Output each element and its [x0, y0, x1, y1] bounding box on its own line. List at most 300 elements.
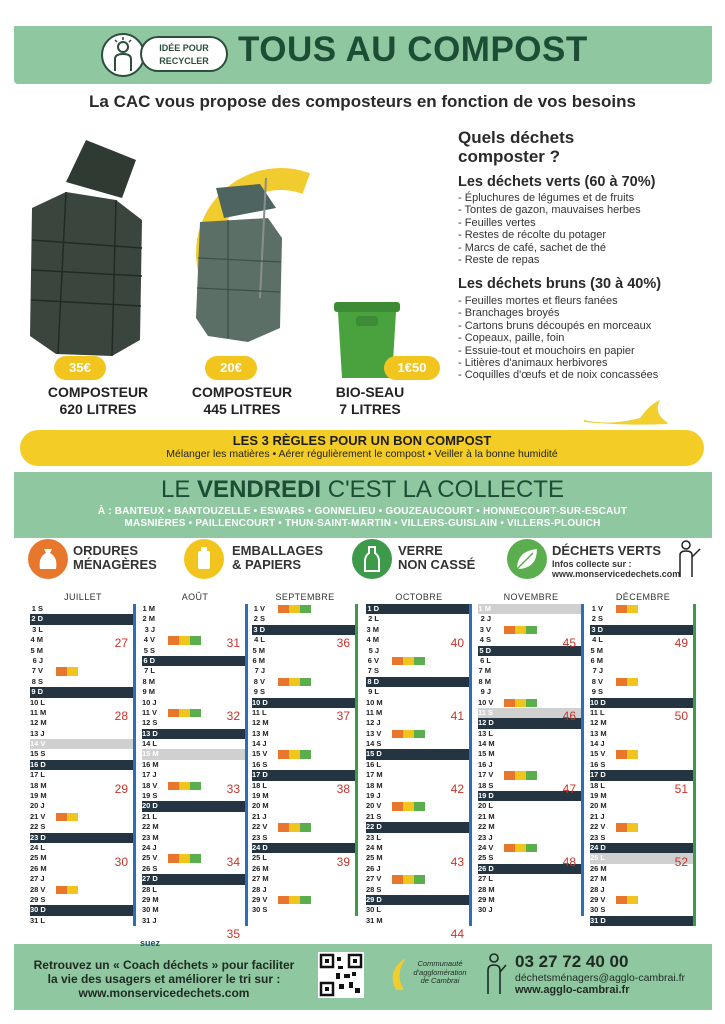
collection-badges — [616, 678, 638, 686]
product-name: BIO-SEAU — [335, 384, 405, 400]
calendar-day: 26 M — [30, 863, 47, 873]
list-item: - Essuie-tout et mouchoirs en papier — [458, 345, 658, 357]
coach-description: Retrouvez un « Coach déchets » pour faciliter la vie des usagers et améliorer le tri sur : — [33, 958, 295, 986]
week-number: 47 — [562, 781, 576, 796]
emballages-badge — [515, 699, 526, 707]
calendar-day: 5 S — [143, 645, 155, 655]
calendar-day: 26 J — [366, 863, 381, 873]
week-number: 35 — [226, 927, 240, 942]
calendar-day: 7 M — [478, 666, 491, 676]
calendar-day: 4 S — [479, 635, 491, 645]
ordures-badge — [392, 802, 403, 810]
list-item: - Marcs de café, sachet de thé — [458, 242, 641, 254]
calendar-day: 1 D — [366, 604, 472, 614]
emballages-badge — [403, 875, 414, 883]
calendar-day: 23 M — [142, 832, 159, 842]
calendar-day: 5 J — [368, 645, 379, 655]
calendar-day: 17 D — [590, 770, 696, 780]
week-number: 36 — [336, 636, 350, 651]
collection-badges — [56, 667, 78, 675]
emballages-badge — [67, 886, 78, 894]
category-label: & PAPIERS — [232, 557, 302, 572]
month-column — [30, 590, 136, 926]
week-number: 39 — [336, 854, 350, 869]
calendar-day: 22 M — [478, 822, 495, 832]
leaf-icon — [507, 539, 547, 579]
collection-badges — [278, 823, 311, 831]
emballages-badge — [289, 678, 300, 686]
week-number: 42 — [450, 781, 464, 796]
dechets-verts-badge — [526, 844, 537, 852]
calendar-day: 3 J — [144, 624, 155, 634]
trash-bag-icon — [28, 539, 68, 579]
calendar-day: 19 M — [252, 791, 269, 801]
emballages-badge — [515, 626, 526, 634]
composter-445-image — [188, 178, 288, 356]
calendar-day: 8 S — [31, 676, 43, 686]
coach-link[interactable]: www.monservicedechets.com — [78, 986, 250, 1000]
calendar-day: 14 J — [590, 739, 605, 749]
week-number: 44 — [450, 927, 464, 942]
calendar-day: 17 J — [142, 770, 157, 780]
calendar-day: 7 S — [367, 666, 379, 676]
calendar-day: 24 D — [252, 843, 358, 853]
ordures-badge — [56, 813, 67, 821]
list-item: - Restes de récolte du potager — [458, 229, 641, 241]
calendar-day: 31 J — [142, 915, 157, 925]
week-number: 41 — [450, 709, 464, 723]
calendar-day: 19 M — [30, 791, 47, 801]
list-item: - Épluchures de légumes et de fruits — [458, 192, 641, 204]
calendar-day: 28 M — [478, 884, 495, 894]
month-column — [478, 590, 584, 916]
cac-name: d'agglomération — [413, 967, 467, 977]
collection-badges — [56, 886, 78, 894]
qr-code[interactable] — [318, 952, 364, 998]
suez-logo: suez — [140, 938, 161, 948]
calendar-day: 20 M — [590, 801, 607, 811]
calendar-day: 13 J — [30, 728, 45, 738]
month-name: OCTOBRE — [395, 592, 443, 602]
list-item: - Reste de repas — [458, 254, 641, 266]
calendar-day: 19 S — [142, 791, 158, 801]
ordures-badge — [278, 678, 289, 686]
week-number: 40 — [450, 636, 464, 651]
emballages-badge — [403, 730, 414, 738]
calendar-day: 22 M — [142, 822, 159, 832]
collection-badges — [392, 875, 425, 883]
calendar-day: 6 D — [142, 656, 248, 666]
ordures-badge — [168, 854, 179, 862]
collection-badges — [392, 730, 425, 738]
emballages-badge — [67, 813, 78, 821]
calendar-day: 3 M — [366, 624, 379, 634]
week-number: 37 — [336, 709, 350, 723]
waste-question: Quels déchets composter ? — [458, 128, 575, 166]
calendar-day: 5 M — [252, 645, 265, 655]
calendar-day: 25 M — [366, 853, 383, 863]
glass-bottle-icon — [352, 539, 392, 579]
category-ordures — [73, 544, 157, 572]
calendar-day: 23 S — [590, 832, 606, 842]
calendar-day: 19 D — [478, 791, 584, 801]
calendar-day: 27 V — [366, 874, 472, 884]
ordures-badge — [56, 886, 67, 894]
emballages-badge — [289, 823, 300, 831]
calendar-day: 6 M — [590, 655, 603, 665]
week-number: 29 — [114, 781, 128, 796]
calendar-day: 8 D — [366, 677, 472, 687]
green-waste-info: Infos collecte sur : — [552, 559, 632, 569]
calendar-day: 6 J — [32, 655, 43, 665]
price-tag-bio-seau: 1€50 — [384, 356, 440, 380]
collection-badges — [616, 750, 638, 758]
calendar-day: 7 V — [30, 666, 136, 676]
calendar-day: 2 L — [368, 614, 379, 624]
calendar-day: 29 S — [30, 894, 46, 904]
calendar-day: 11 V — [142, 708, 248, 718]
calendar-day: 25 M — [30, 853, 47, 863]
week-number: 51 — [674, 781, 688, 796]
category-dechets-verts: DÉCHETS VERTS — [552, 543, 662, 558]
dechets-verts-badge — [300, 605, 311, 613]
collection-badges — [168, 709, 201, 717]
calendar-day: 25 L — [252, 853, 268, 863]
calendar-day: 7 J — [254, 666, 265, 676]
website-link[interactable]: www.agglo-cambrai.fr — [515, 984, 630, 996]
calendar-day: 4 M — [30, 635, 43, 645]
person-idea-icon — [101, 33, 145, 77]
calendar-day: 7 J — [592, 666, 603, 676]
calendar-day: 29 M — [142, 894, 159, 904]
idea-badge: IDÉE POUR RECYCLER — [140, 36, 228, 72]
green-waste-title: Les déchets verts (60 à 70%) — [458, 174, 656, 190]
ordures-badge — [616, 750, 627, 758]
month-divider — [581, 604, 584, 916]
calendar-day: 18 L — [252, 780, 268, 790]
ordures-badge — [392, 730, 403, 738]
calendar-day: 17 D — [252, 770, 358, 780]
list-item: - Litières d'animaux herbivores — [458, 357, 658, 369]
ordures-badge — [616, 823, 627, 831]
month-divider — [693, 604, 696, 926]
ordures-badge — [504, 626, 515, 634]
phone-number[interactable]: 03 27 72 40 00 — [515, 952, 629, 971]
price-tag-composter-620: 35€ — [54, 356, 106, 380]
emballages-badge — [627, 823, 638, 831]
ordures-badge — [278, 823, 289, 831]
calendar-day: 15 M — [142, 749, 248, 759]
calendar-day: 6 M — [252, 655, 265, 665]
calendar-day: 27 J — [30, 874, 45, 884]
email-link[interactable]: déchetsménagers@agglo-cambrai.fr — [515, 972, 685, 984]
calendar-day: 23 S — [252, 832, 268, 842]
calendar-day: 15 M — [478, 749, 495, 759]
emballages-badge — [627, 605, 638, 613]
category-label: VERRE — [398, 543, 443, 558]
calendar-day: 17 V — [478, 770, 584, 780]
calendar-day: 31 M — [366, 915, 383, 925]
ordures-badge — [616, 896, 627, 904]
calendar-day: 31 D — [590, 916, 696, 926]
ordures-badge — [504, 844, 515, 852]
category-label: MÉNAGÈRES — [73, 557, 157, 572]
rules-text: Mélanger les matières • Aérer régulièrement le compost • Veiller à la bonne humidité — [166, 448, 558, 460]
calendar-day: 10 J — [142, 697, 157, 707]
brown-waste-list — [458, 295, 658, 382]
calendar-day: 24 J — [142, 842, 157, 852]
collection-badges — [616, 896, 638, 904]
calendar-day: 26 S — [142, 863, 158, 873]
collection-badges — [616, 605, 638, 613]
page-title: TOUS AU COMPOST — [238, 30, 588, 69]
calendar-day: 30 S — [252, 905, 268, 915]
calendar-day: 9 S — [253, 687, 265, 697]
calendar-day: 2 D — [30, 614, 136, 624]
calendar-day: 26 D — [478, 864, 584, 874]
week-number: 50 — [674, 709, 688, 723]
calendar-day: 30 J — [478, 905, 493, 915]
calendar-day: 22 S — [30, 822, 46, 832]
collection-badges — [392, 657, 425, 665]
dechets-verts-badge — [300, 750, 311, 758]
dechets-verts-badge — [414, 657, 425, 665]
calendar-day: 19 M — [590, 791, 607, 801]
calendar-day: 22 D — [366, 822, 472, 832]
month-divider — [133, 604, 136, 926]
calendar-day: 10 D — [590, 698, 696, 708]
calendar-day: 12 J — [366, 718, 381, 728]
dechets-verts-badge — [300, 823, 311, 831]
calendar-day: 9 S — [591, 687, 603, 697]
emballages-badge — [515, 844, 526, 852]
composter-620-image — [26, 140, 146, 358]
collection-badges — [504, 771, 537, 779]
category-label: ORDURES — [73, 543, 139, 558]
calendar-day: 21 J — [252, 811, 267, 821]
person-contact-icon — [484, 952, 508, 996]
calendar-day: 4 M — [366, 635, 379, 645]
month-divider — [355, 604, 358, 916]
ordures-badge — [504, 699, 515, 707]
list-item: - Feuilles mortes et fleurs fanées — [458, 295, 658, 307]
week-number: 34 — [226, 854, 240, 869]
calendar-day: 8 V — [590, 677, 696, 687]
ordures-badge — [616, 678, 627, 686]
calendar-day: 16 D — [30, 760, 136, 770]
cac-logo — [384, 950, 480, 1000]
product-bio-seau — [330, 384, 410, 418]
calendar-day: 25 L — [590, 853, 696, 863]
calendar-day: 11 L — [590, 707, 605, 717]
calendar-day: 16 M — [142, 759, 159, 769]
title-day: VENDREDI — [197, 476, 322, 503]
emballages-badge — [289, 896, 300, 904]
calendar-day: 30 S — [590, 905, 606, 915]
week-number: 31 — [226, 636, 240, 651]
calendar-day: 27 L — [478, 874, 494, 884]
emballages-badge — [627, 896, 638, 904]
calendar-day: 14 M — [478, 739, 495, 749]
calendar-day: 25 V — [142, 853, 248, 863]
calendar-day: 9 M — [142, 687, 155, 697]
calendar-day: 7 L — [144, 666, 155, 676]
calendar-day: 15 V — [590, 749, 696, 759]
calendar-day: 2 M — [142, 614, 155, 624]
calendar-day: 29 V — [590, 895, 696, 905]
title-part: C'EST LA COLLECTE — [321, 476, 564, 503]
week-number: 28 — [114, 709, 128, 723]
calendar-day: 9 J — [480, 687, 491, 697]
collection-badges — [56, 813, 78, 821]
week-number: 32 — [226, 709, 240, 723]
week-number: 46 — [562, 709, 576, 723]
list-item: - Cartons bruns découpés en morceaux — [458, 320, 658, 332]
month-name: NOVEMBRE — [503, 592, 559, 602]
calendar-day: 2 S — [253, 614, 265, 624]
product-composter-445 — [182, 384, 302, 418]
calendar-day: 20 J — [30, 801, 45, 811]
calendar-day: 27 M — [590, 874, 607, 884]
calendar-day: 16 L — [366, 759, 382, 769]
towns-line-1: À : BANTEUX • BANTOUZELLE • ESWARS • GONNELIEU • GOUZEAUCOURT • HONNECOURT-SUR-ESCAUT — [97, 506, 628, 517]
calendar-day: 27 M — [252, 874, 269, 884]
title-part: LE — [161, 476, 198, 503]
ordures-badge — [56, 667, 67, 675]
price-tag-composter-445: 20€ — [205, 356, 257, 380]
calendar-day: 22 V — [590, 822, 696, 832]
calendar-day: 1 M — [142, 604, 155, 613]
month-column — [590, 590, 696, 926]
calendar-day: 18 M — [366, 780, 383, 790]
category-emballages — [232, 544, 323, 572]
calendar-day: 12 M — [30, 718, 47, 728]
collection-badges — [278, 896, 311, 904]
calendar-day: 14 V — [30, 739, 136, 749]
calendar-day: 26 M — [590, 863, 607, 873]
calendar-day: 19 J — [366, 791, 381, 801]
calendar-day: 10 D — [252, 698, 358, 708]
calendar-day: 11 L — [252, 707, 267, 717]
product-size: 445 LITRES — [203, 401, 281, 417]
calendar-day: 29 V — [252, 895, 358, 905]
emballages-badge — [67, 667, 78, 675]
ordures-badge — [278, 750, 289, 758]
ordures-badge — [168, 636, 179, 644]
calendar-day: 24 L — [30, 842, 46, 852]
collection-badges — [504, 699, 537, 707]
collection-badges — [278, 678, 311, 686]
calendar-day: 13 L — [478, 728, 494, 738]
product-name: COMPOSTEUR — [191, 384, 293, 400]
calendar-day: 6 L — [480, 655, 491, 665]
calendar-day: 21 L — [142, 811, 158, 821]
cac-name: Communauté — [417, 959, 463, 968]
month-column — [142, 590, 248, 942]
calendar-day: 15 S — [30, 749, 46, 759]
collection-title — [0, 476, 725, 504]
emballages-badge — [179, 709, 190, 717]
collection-badges — [168, 782, 201, 790]
calendar-day: 10 L — [30, 697, 46, 707]
calendar-day: 4 L — [254, 635, 265, 645]
ordures-badge — [392, 657, 403, 665]
calendar-day: 10 V — [478, 698, 584, 708]
month-divider — [469, 604, 472, 926]
calendar-day: 2 S — [591, 614, 603, 624]
calendar-day: 17 M — [366, 770, 383, 780]
calendar-day: 15 V — [252, 749, 358, 759]
green-waste-link[interactable]: www.monservicedechets.com — [552, 569, 681, 579]
week-number: 48 — [562, 854, 576, 869]
calendar-day: 3 L — [32, 624, 43, 634]
calendar-day: 24 V — [478, 843, 584, 853]
calendar-day: 3 D — [252, 625, 358, 635]
dechets-verts-badge — [526, 771, 537, 779]
calendar-day: 18 V — [142, 781, 248, 791]
calendar-day: 1 S — [31, 604, 43, 613]
calendar-day: 22 V — [252, 822, 358, 832]
emballages-badge — [179, 782, 190, 790]
calendar-day: 27 D — [142, 874, 248, 884]
calendar-day: 25 S — [478, 853, 494, 863]
category-label: NON CASSÉ — [398, 557, 476, 572]
calendar-day: 3 D — [590, 625, 696, 635]
category-verre — [398, 544, 475, 572]
calendar-day: 5 D — [478, 646, 584, 656]
ordures-badge — [278, 896, 289, 904]
category-label: EMBALLAGES — [232, 543, 323, 558]
calendar-day: 28 J — [252, 884, 267, 894]
calendar-day: 13 M — [252, 728, 269, 738]
emballages-badge — [289, 605, 300, 613]
dechets-verts-badge — [526, 699, 537, 707]
calendar-day: 21 S — [366, 811, 382, 821]
rules-banner — [20, 430, 704, 466]
calendar-day: 4 V — [142, 635, 248, 645]
dechets-verts-badge — [190, 854, 201, 862]
cac-name: de Cambrai — [420, 976, 460, 985]
calendar-day: 5 M — [30, 645, 43, 655]
list-item: - Copeaux, paille, foin — [458, 332, 658, 344]
week-number: 52 — [674, 854, 688, 869]
calendar-day: 21 J — [590, 811, 605, 821]
calendar-day: 13 D — [142, 729, 248, 739]
calendar-day: 10 M — [366, 697, 383, 707]
calendar-day: 16 S — [252, 759, 268, 769]
calendar-day: 18 M — [30, 780, 47, 790]
calendar-day: 29 D — [366, 895, 472, 905]
dechets-verts-badge — [190, 782, 201, 790]
collection-badges — [392, 802, 425, 810]
calendar-day: 20 D — [142, 801, 248, 811]
calendar-day: 14 L — [142, 739, 158, 749]
calendar-day: 26 M — [252, 863, 269, 873]
calendar-day: 9 D — [30, 687, 136, 697]
brown-waste-title: Les déchets bruns (30 à 40%) — [458, 276, 662, 292]
calendar-day: 11 M — [30, 707, 47, 717]
page-subtitle: La CAC vous propose des composteurs en fonction de vos besoins — [89, 92, 636, 111]
banana-peel-icon — [580, 396, 672, 426]
list-item: - Coquilles d'œufs et de noix concassées — [458, 369, 658, 381]
emballages-badge — [179, 854, 190, 862]
product-size: 620 LITRES — [59, 401, 137, 417]
calendar-day: 1 V — [590, 604, 696, 614]
ordures-badge — [168, 782, 179, 790]
month-name: AOÛT — [181, 592, 209, 602]
product-name: COMPOSTEUR — [47, 384, 149, 400]
collection-badges — [616, 823, 638, 831]
